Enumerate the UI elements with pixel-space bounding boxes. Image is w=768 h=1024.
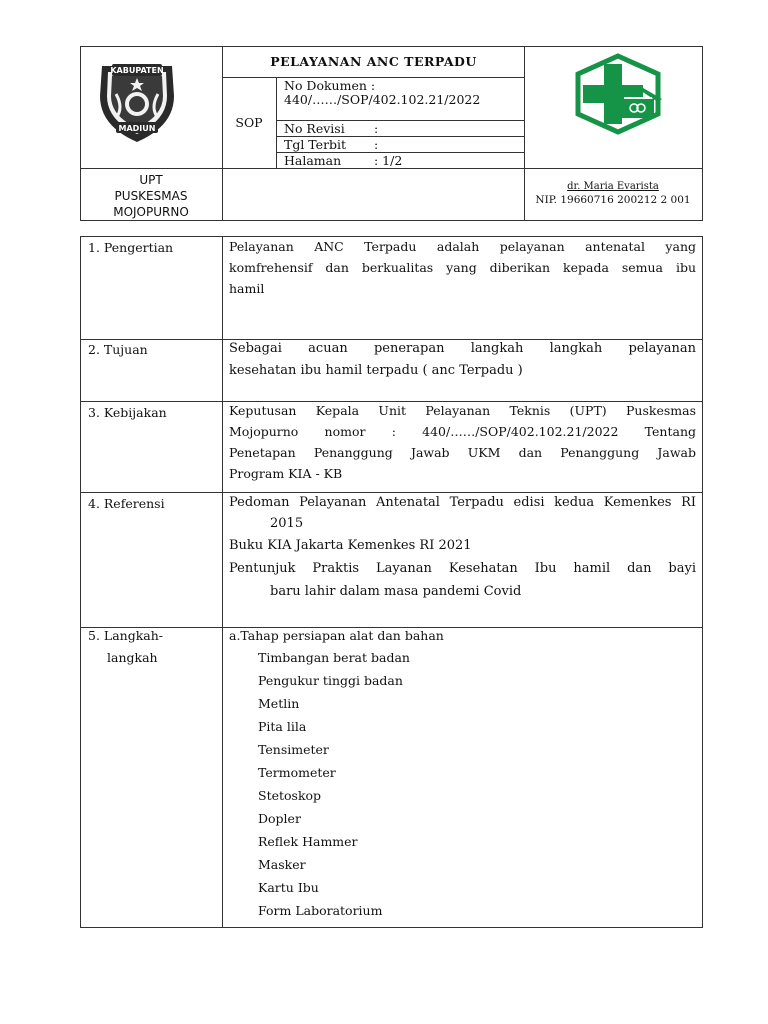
doc-number-value: 440/……/SOP/402.102.21/2022 (284, 92, 481, 107)
doc-number-label: No Dokumen : (284, 78, 376, 93)
list-item: Reflek Hammer (258, 834, 358, 849)
svg-text:KABUPATEN: KABUPATEN (110, 66, 164, 75)
list-item: Tensimeter (258, 742, 329, 757)
kabupaten-madiun-emblem (94, 56, 180, 146)
list-item: Pita lila (258, 719, 307, 734)
section-label-langkah-1: 5. Langkah- (88, 628, 164, 643)
list-item: Masker (258, 857, 306, 872)
pengertian-line-1: Pelayanan ANC Terpadu adalah pelayanan antenatal yang (229, 239, 696, 254)
org-name-line2: PUSKESMAS (114, 189, 188, 203)
org-name-line3: MOJOPURNO (113, 205, 189, 219)
svg-text:MADIUN: MADIUN (118, 124, 156, 133)
issued-label: Tgl Terbit (284, 137, 347, 152)
list-item: Dopler (258, 811, 301, 826)
page-label: Halaman (284, 153, 342, 168)
page-value: : 1/2 (374, 153, 403, 168)
puskesmas-logo (566, 52, 670, 136)
referensi-item-1-cont: 2015 (270, 516, 304, 531)
signer-name: dr. Maria Evarista (567, 181, 659, 192)
kebijakan-line-1: Keputusan Kepala Unit Pelayanan Teknis (UPT) Puskesmas (229, 403, 696, 418)
revision-colon: : (374, 121, 379, 136)
list-item: Termometer (258, 765, 336, 780)
section-label-langkah-2: langkah (107, 650, 158, 665)
section-label-referensi: 4. Referensi (88, 496, 165, 511)
list-item: Stetoskop (258, 788, 322, 803)
revision-label: No Revisi (284, 121, 345, 136)
referensi-item-3-cont: baru lahir dalam masa pandemi Covid (270, 584, 522, 599)
section-label-tujuan: 2. Tujuan (88, 342, 148, 357)
document-title: PELAYANAN ANC TERPADU (270, 54, 477, 69)
referensi-item-3: Pentunjuk Praktis Layanan Kesehatan Ibu hamil dan bayi (229, 561, 696, 576)
referensi-item-1: Pedoman Pelayanan Antenatal Terpadu edisi kedua Kemenkes RI (229, 495, 696, 510)
signer-nip: NIP. 19660716 200212 2 001 (535, 194, 691, 206)
list-item: Metlin (258, 696, 300, 711)
kebijakan-line-3: Penetapan Penanggung Jawab UKM dan Penanggung Jawab (229, 445, 696, 460)
sop-label: SOP (235, 115, 263, 130)
section-label-kebijakan: 3. Kebijakan (88, 405, 167, 420)
tujuan-line-2: kesehatan ibu hamil terpadu ( anc Terpadu ) (229, 363, 523, 378)
list-item: Timbangan berat badan (258, 650, 410, 665)
org-name-line1: UPT (139, 173, 163, 187)
step-heading: a.Tahap persiapan alat dan bahan (229, 628, 444, 643)
section-label-pengertian: 1. Pengertian (88, 240, 174, 255)
issued-colon: : (374, 137, 379, 152)
kebijakan-line-4: Program KIA - KB (229, 466, 343, 481)
list-item: Pengukur tinggi badan (258, 673, 403, 688)
tujuan-line-1: Sebagai acuan penerapan langkah langkah pelayanan (229, 341, 696, 356)
list-item: Kartu Ibu (258, 880, 319, 895)
pengertian-line-2: komfrehensif dan berkualitas yang diberikan kepada semua ibu (229, 260, 696, 275)
pengertian-line-3: hamil (229, 281, 265, 296)
kebijakan-line-2: Mojopurno nomor : 440/……/SOP/402.102.21/2022 Tentang (229, 424, 696, 439)
list-item: Form Laboratorium (258, 903, 383, 918)
referensi-item-2: Buku KIA Jakarta Kemenkes RI 2021 (229, 538, 472, 553)
